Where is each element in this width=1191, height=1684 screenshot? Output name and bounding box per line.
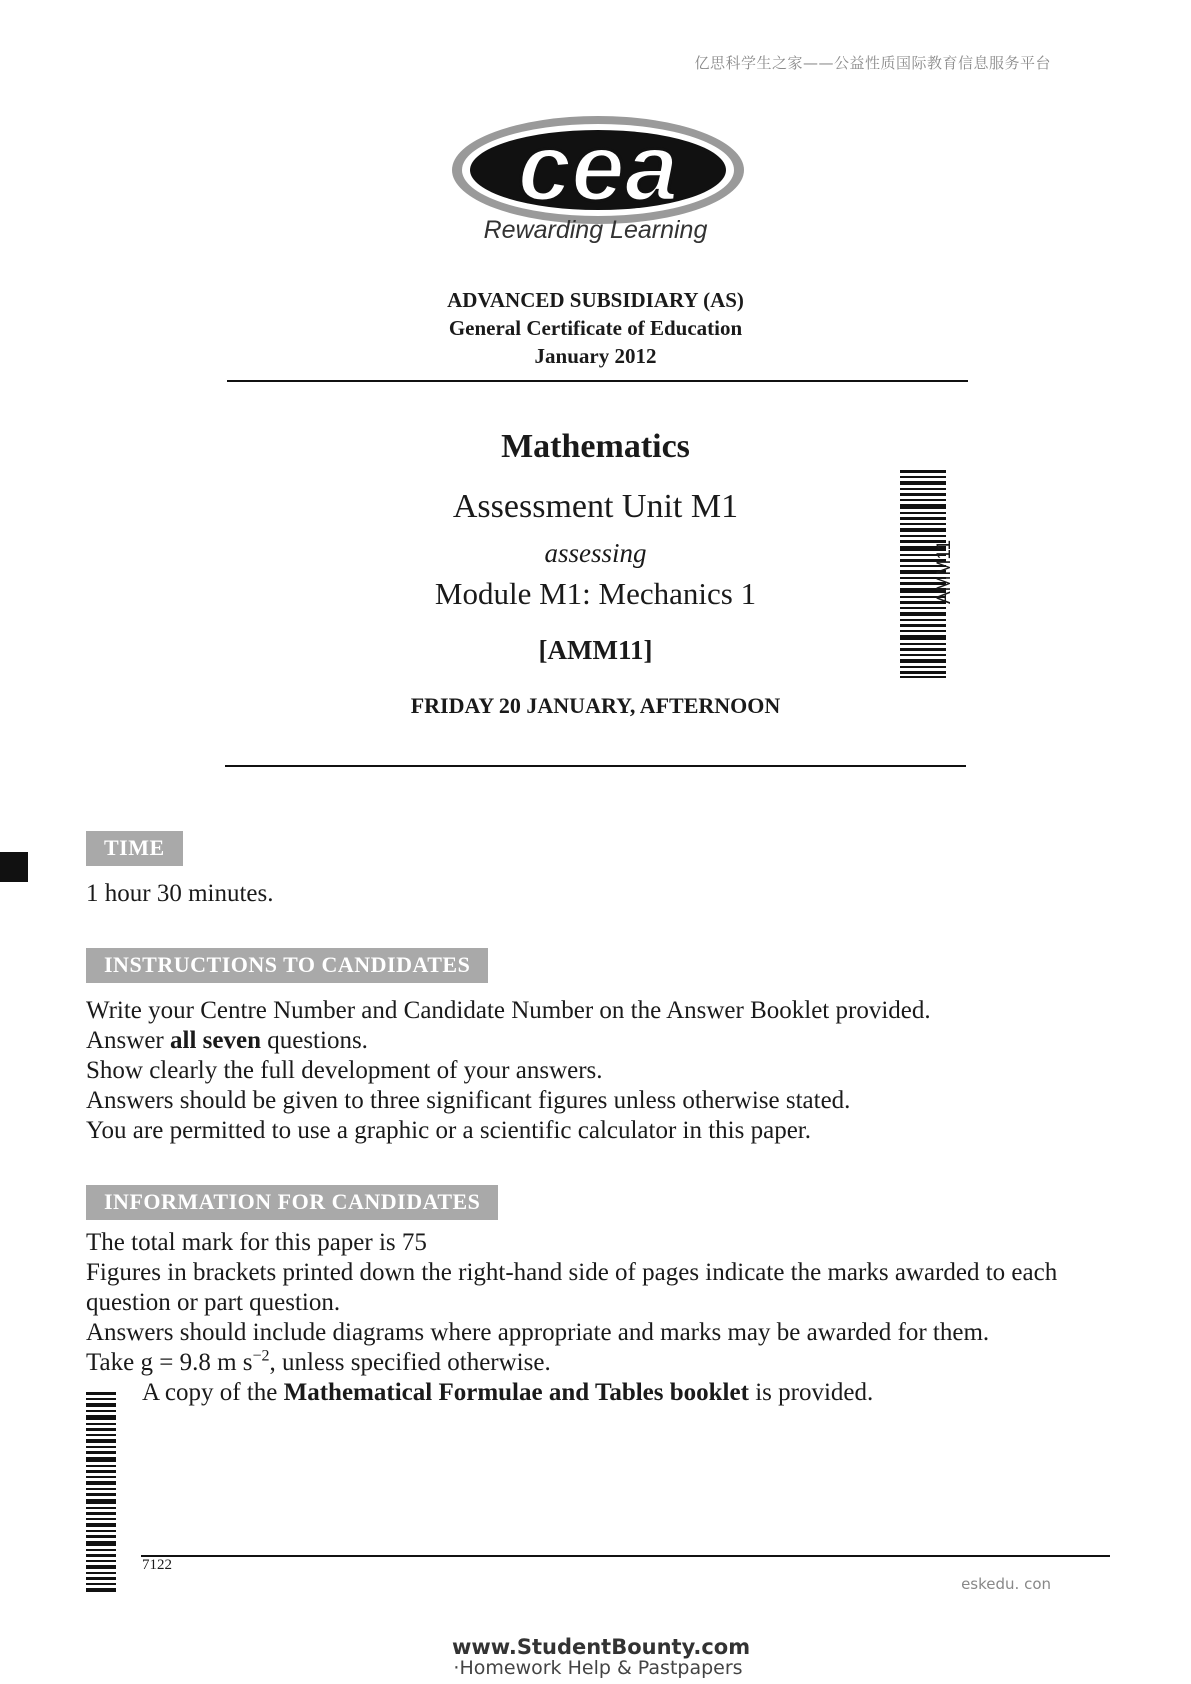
paper-code: [AMM11] [538,635,653,665]
time-text: 1 hour 30 minutes. [86,880,274,907]
logo-tagline: Rewarding Learning [483,216,708,244]
bottom-watermark: eskedu. con [961,1575,1051,1593]
barcode-label: AMM11 [934,539,955,604]
information-line: The total mark for this paper is 75 [86,1229,427,1256]
cea-logo-text: cea [517,114,679,221]
time-heading: TIME [86,831,183,866]
studentbounty-tagline: ·Homework Help & Pastpapers [453,1657,743,1679]
instruction-line: Write your Centre Number and Candidate Number on the Answer Booklet provided. [86,997,931,1024]
information-emphasis: Mathematical Formulae and Tables booklet [283,1379,749,1406]
instruction-emphasis: all seven [170,1027,261,1054]
information-line: Take g = 9.8 m $s^{-2}$, unless specified otherwise. [86,1347,551,1376]
instruction-line: Answer all seven questions. [86,1027,368,1054]
assessing-label: assessing [544,538,647,568]
instructions-heading: INSTRUCTIONS TO CANDIDATES [86,948,488,983]
assessment-unit: Assessment Unit M1 [452,488,739,525]
module-title: Module M1: Mechanics 1 [434,576,757,611]
barcode-horizontal [86,1392,116,1592]
information-body [86,1228,1126,1408]
exam-date: FRIDAY 20 JANUARY, AFTERNOON [410,693,781,718]
exponent: −2 [252,1347,270,1365]
qualification: ADVANCED SUBSIDIARY (AS) [447,288,744,312]
title-rule [225,765,966,767]
top-watermark: 亿思科学生之家——公益性质国际教育信息服务平台 [694,54,1051,72]
instruction-line: You are permitted to use a graphic or a scientific calculator in this paper. [86,1117,811,1144]
session: January 2012 [534,344,657,368]
header-rule [227,380,968,382]
footer-code: 7122 [142,1557,172,1573]
instruction-line: Answers should be given to three significant figures unless otherwise stated. [86,1087,851,1114]
instructions-body [86,996,1126,1146]
certificate: General Certificate of Education [448,316,743,340]
studentbounty-logo [452,1635,751,1682]
information-line: Answers should include diagrams where appropriate and marks may be awarded for them. [86,1319,990,1346]
footer-rule [141,1555,1110,1557]
side-registration-mark [0,852,28,882]
instruction-line: Show clearly the full development of your answers. [86,1057,603,1084]
information-heading: INFORMATION FOR CANDIDATES [86,1185,498,1220]
subject-title: Mathematics [501,428,690,465]
information-line: Figures in brackets printed down the right-hand side of pages indicate the marks awarded to each question or part question. [86,1259,1058,1316]
information-line: A copy of the Mathematical Formulae and Tables booklet is provided. [142,1379,874,1406]
studentbounty-url: www.StudentBounty.com [452,1635,751,1659]
